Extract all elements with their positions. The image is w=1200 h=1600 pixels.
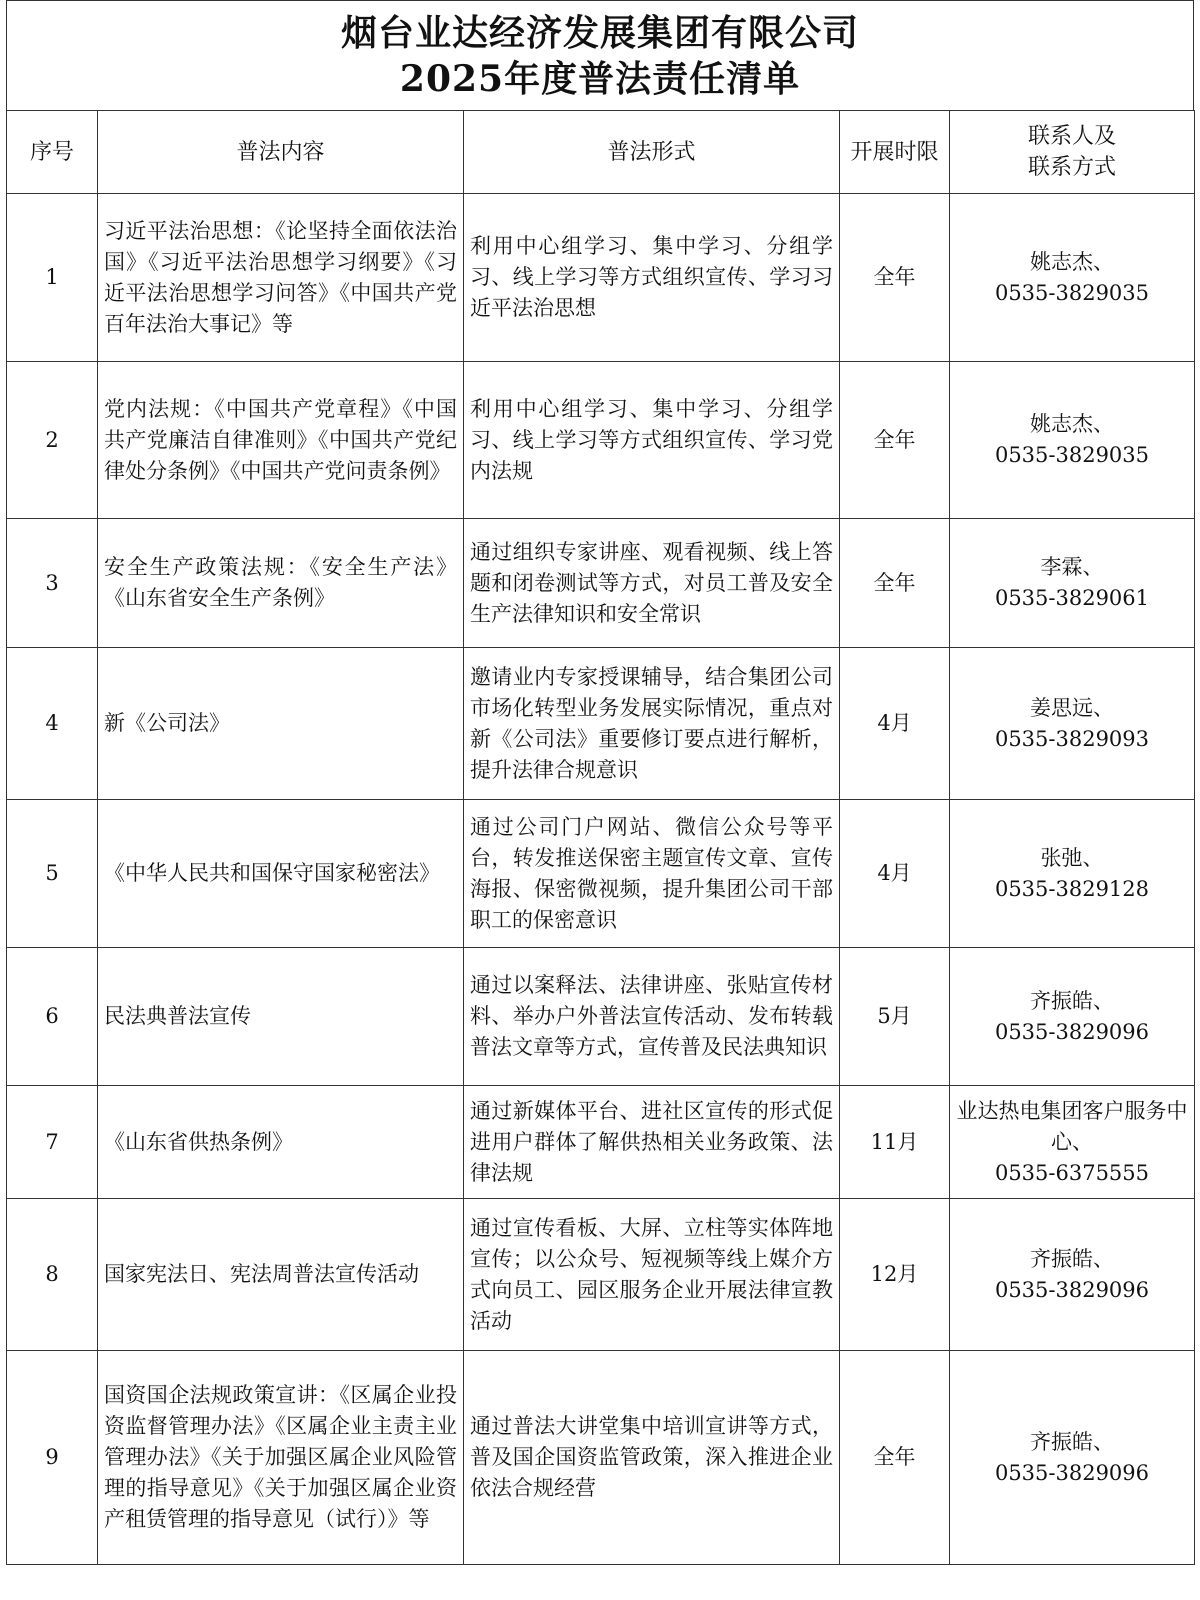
row-contact <box>950 519 1195 648</box>
row-index: 5 <box>7 800 98 948</box>
row-content: 民法典普法宣传 <box>98 948 464 1086</box>
header-form: 普法形式 <box>464 111 840 194</box>
contact-phone: 0535-3829035 <box>994 443 1150 467</box>
responsibility-table <box>6 110 1195 1565</box>
row-form: 通过公司门户网站、微信公众号等平台，转发推送保密主题宣传文章、宣传海报、保密微视频，提升集团公司干部职工的保密意识 <box>464 800 840 948</box>
contact-name: 姚志杰、 <box>1030 249 1114 274</box>
row-index: 4 <box>7 648 98 800</box>
contact-phone: 0535-3829035 <box>994 280 1150 305</box>
contact-name: 业达热电集团客户服务中心、 <box>956 1098 1188 1154</box>
table-row <box>7 800 1195 948</box>
table-row <box>7 194 1195 362</box>
contact-phone: 0535-3829096 <box>994 1460 1150 1485</box>
row-contact <box>950 1199 1195 1351</box>
row-form: 利用中心组学习、集中学习、分组学习、线上学习等方式组织宣传、学习党内法规 <box>464 362 840 519</box>
table-row <box>7 362 1195 519</box>
row-contact <box>950 362 1195 519</box>
header-contact <box>950 111 1195 194</box>
table-row <box>7 948 1195 1086</box>
row-content: 国家宪法日、宪法周普法宣传活动 <box>98 1199 464 1351</box>
row-index: 7 <box>7 1086 98 1199</box>
header-contact-line1: 联系人及 <box>1027 124 1116 149</box>
row-content: 安全生产政策法规：《安全生产法》《山东省安全生产条例》 <box>98 519 464 648</box>
contact-phone: 0535-3829096 <box>994 1019 1150 1044</box>
row-period: 全年 <box>840 1351 950 1565</box>
row-contact <box>950 948 1195 1086</box>
contact-name: 齐振皓、 <box>1030 1429 1114 1454</box>
header-contact-line2: 联系方式 <box>1027 155 1116 180</box>
row-contact <box>950 1351 1195 1565</box>
row-period: 4月 <box>840 648 950 800</box>
header-content: 普法内容 <box>98 111 464 194</box>
row-form: 通过宣传看板、大屏、立柱等实体阵地宣传；以公众号、短视频等线上媒介方式向员工、园区服务企业开展法律宣教活动 <box>464 1199 840 1351</box>
table-row <box>7 1199 1195 1351</box>
document-title <box>6 0 1194 110</box>
table-row <box>7 519 1195 648</box>
contact-name: 张弛、 <box>1040 845 1104 870</box>
row-form: 通过以案释法、法律讲座、张贴宣传材料、举办户外普法宣传活动、发布转载普法文章等方式，宣传普及民法典知识 <box>464 948 840 1086</box>
contact-phone: 0535-3829128 <box>994 876 1150 901</box>
row-form: 通过普法大讲堂集中培训宣讲等方式，普及国企国资监管政策，深入推进企业依法合规经营 <box>464 1351 840 1565</box>
row-content: 新《公司法》 <box>98 648 464 800</box>
header-index: 序号 <box>7 111 98 194</box>
row-index: 3 <box>7 519 98 648</box>
row-period: 全年 <box>840 362 950 519</box>
row-period: 全年 <box>840 519 950 648</box>
contact-name: 姚志杰、 <box>1030 412 1114 436</box>
contact-phone: 0535-3829096 <box>994 1277 1150 1302</box>
row-period: 5月 <box>840 948 950 1086</box>
row-period: 全年 <box>840 194 950 362</box>
row-form: 通过组织专家讲座、观看视频、线上答题和闭卷测试等方式，对员工普及安全生产法律知识和安全常识 <box>464 519 840 648</box>
row-period: 4月 <box>840 800 950 948</box>
contact-name: 姜思远、 <box>1030 695 1114 720</box>
table-row <box>7 1086 1195 1199</box>
row-period: 12月 <box>840 1199 950 1351</box>
table-row <box>7 648 1195 800</box>
row-content: 《中华人民共和国保守国家秘密法》 <box>98 800 464 948</box>
title-line-1: 烟台业达经济发展集团有限公司 <box>340 11 859 54</box>
row-contact <box>950 800 1195 948</box>
row-form: 利用中心组学习、集中学习、分组学习、线上学习等方式组织宣传、学习习近平法治思想 <box>464 194 840 362</box>
contact-name: 齐振皓、 <box>1030 988 1114 1013</box>
row-content: 《山东省供热条例》 <box>98 1086 464 1199</box>
row-index: 6 <box>7 948 98 1086</box>
row-content: 国资国企法规政策宣讲：《区属企业投资监督管理办法》《区属企业主责主业管理办法》《关于加强区属企业风险管理的指导意见》《关于加强区属企业资产租赁管理的指导意见（试行）》等 <box>98 1351 464 1565</box>
header-period: 开展时限 <box>840 111 950 194</box>
row-contact <box>950 1086 1195 1199</box>
row-index: 8 <box>7 1199 98 1351</box>
row-content: 习近平法治思想：《论坚持全面依法治国》《习近平法治思想学习纲要》《习近平法治思想学习问答》《中国共产党百年法治大事记》等 <box>98 194 464 362</box>
table-row <box>7 1351 1195 1565</box>
row-form: 邀请业内专家授课辅导，结合集团公司市场化转型业务发展实际情况，重点对新《公司法》重要修订要点进行解析，提升法律合规意识 <box>464 648 840 800</box>
row-index: 2 <box>7 362 98 519</box>
row-contact <box>950 648 1195 800</box>
contact-phone: 0535-3829093 <box>994 726 1150 751</box>
row-index: 9 <box>7 1351 98 1565</box>
row-contact <box>950 194 1195 362</box>
table-header-row <box>7 111 1195 194</box>
contact-phone: 0535-6375555 <box>994 1160 1150 1185</box>
contact-name: 李霖、 <box>1040 555 1104 579</box>
row-period: 11月 <box>840 1086 950 1199</box>
title-line-2: 2025年度普法责任清单 <box>399 57 801 100</box>
row-content: 党内法规：《中国共产党章程》《中国共产党廉洁自律准则》《中国共产党纪律处分条例》《中国共产党问责条例》 <box>98 362 464 519</box>
row-index: 1 <box>7 194 98 362</box>
row-form: 通过新媒体平台、进社区宣传的形式促进用户群体了解供热相关业务政策、法律法规 <box>464 1086 840 1199</box>
contact-name: 齐振皓、 <box>1030 1246 1114 1271</box>
contact-phone: 0535-3829061 <box>994 586 1150 610</box>
